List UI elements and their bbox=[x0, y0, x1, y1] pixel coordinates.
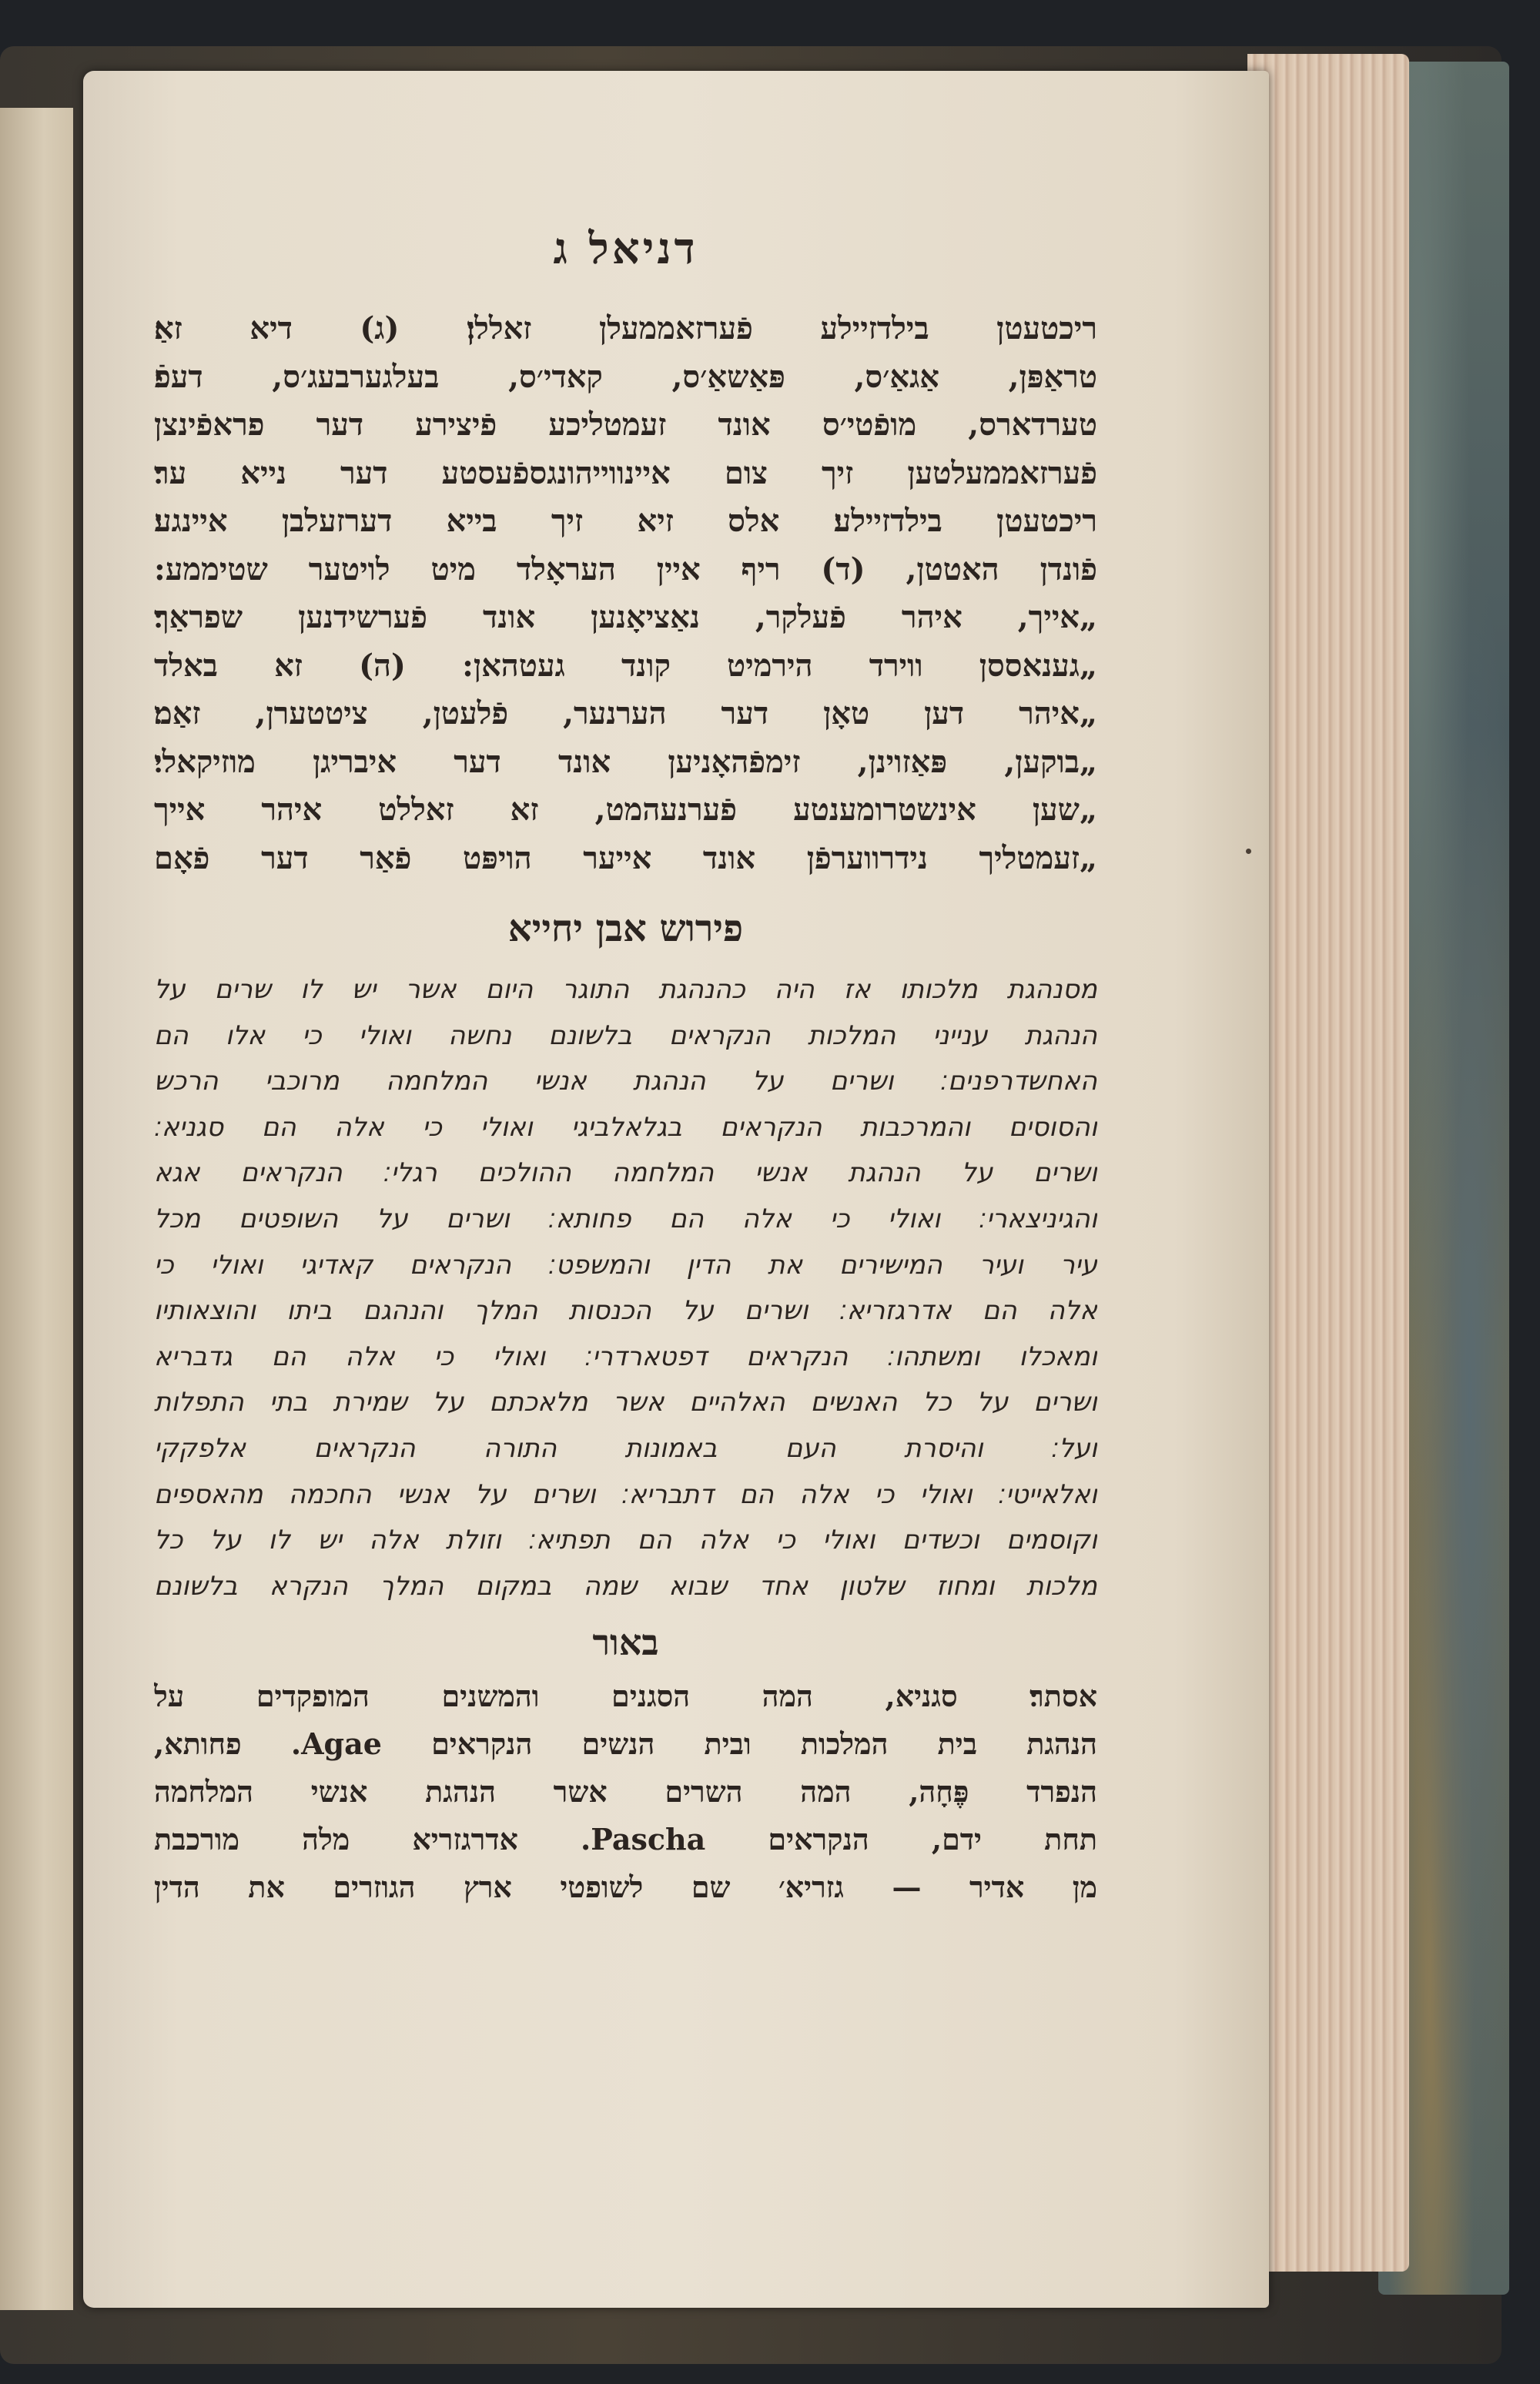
commentary-line: אלה הם אדרגזריא׃ ושרים על הכנסות המלך והנהגם ביתו והוצאותיו bbox=[154, 1295, 1097, 1327]
biur-line: מן אדיר — גזריא׳ שם לשופטי ארץ הגוזרים את הדין bbox=[154, 1870, 1097, 1905]
biur-line: הנפרד פֶּחָה, המה השרים אשר הנהגת אנשי המלחמה bbox=[154, 1774, 1097, 1810]
commentary-line: עיר ועיר המישירים את הדין והמשפט׃ הנקראים קאדיגי ואולי כי bbox=[154, 1249, 1097, 1281]
yiddish-line: פֿונדן האטטן, (ד) ריף איין העראָלד מיט לויטער שטיממע: bbox=[154, 551, 1097, 588]
yiddish-line: „גענאססן ווירד הירמיט קונד געטהאן: (ה) זא באלד bbox=[154, 647, 1097, 684]
yiddish-line: „שען אינשטרומענטע פֿערנעהמט, זא זאללט איהר אייך bbox=[154, 792, 1097, 828]
commentary-line: מסנהגת מלכותו אז היה כהנהגת התוגר היום אשר יש לו שרים על bbox=[154, 974, 1097, 1005]
commentary-line: והסוסים והמרכבות הנקראים בגלאלביגי ואולי כי אלה הם סגניא׃ bbox=[154, 1111, 1097, 1143]
commentary-line: וקוסמים וכשדים ואולי כי אלה הם תפתיא׃ וזולת אלה יש לו על כל bbox=[154, 1525, 1097, 1556]
yiddish-line: טערדארס, מופֿטי׳ס אונד זעמטליכע פֿיצירע דער פראפֿינצן bbox=[154, 407, 1097, 443]
yiddish-line: „זעמטליך נידרווערפֿן אונד אייער הויפּט פֿאַר דער פֿאָם bbox=[154, 839, 1097, 876]
biur-line: תחת ידם, הנקראים Pascha. אדרגזריא מלה מורכבת bbox=[154, 1822, 1097, 1857]
biur-title: באור bbox=[592, 1622, 659, 1664]
page-content bbox=[154, 223, 1097, 1911]
yiddish-line: „בוקען, פּאַזוינן, זימפֿהאָניען אונד דער איבריגן מוזיקאלי׃ bbox=[154, 743, 1097, 780]
commentary-line: ומאכלו ומשתהו׃ הנקראים דפטארדרי׃ ואולי כי אלה הם גדבריא bbox=[154, 1341, 1097, 1372]
yiddish-translation-block bbox=[154, 305, 1097, 882]
commentary-line: ושרים על כל האנשים האלהיים אשר מלאכתם על שמירת בתי התפלות bbox=[154, 1387, 1097, 1418]
page-header: דניאל ג bbox=[553, 223, 698, 274]
commentary-line: ועל׃ והיסרת העם באמונות התורה הנקראים אלפקקי bbox=[154, 1432, 1097, 1464]
yiddish-line: ריכטעטן בילדזיילע׃ אלס זיא זיך בייא דערזעלבן איינגע׃ bbox=[154, 503, 1097, 539]
page-edges bbox=[1247, 54, 1409, 2272]
commentary-line: ושרים על הנהגת אנשי המלחמה ההולכים רגלי׃ הנקראים אגא bbox=[154, 1157, 1097, 1189]
commentary-line: הנהגת ענייני המלכות הנקראים בלשונם נחשה ואולי כי אלו הם bbox=[154, 1020, 1097, 1051]
yiddish-line: „אייך, איהר פֿעלקר, נאַציאָנען אונד פֿערשידנען שפראַך׃ bbox=[154, 599, 1097, 635]
commentary-line: מלכות ומחוז שלטון אחד שבוא שמה במקום המלך הנקרא בלשונם bbox=[154, 1570, 1097, 1602]
biur-line: אסתר׃ סגניא, המה הסגנים והמשנים המופקדים על bbox=[154, 1679, 1097, 1714]
biur-block bbox=[154, 1672, 1097, 1911]
yiddish-line: פֿערזאממעלטען זיך צום איינווייהונגספֿעסטע דער נייא ער׃ bbox=[154, 454, 1097, 491]
commentary-block bbox=[154, 967, 1097, 1609]
left-page-edge bbox=[0, 108, 73, 2310]
commentary-line: ואלאייטי׃ ואולי כי אלה הם דתבריא׃ ושרים על אנשי החכמה מהאספים bbox=[154, 1478, 1097, 1510]
biur-line: הנהגת בית המלכות ובית הנשים הנקראים Agae. פחותא, bbox=[154, 1726, 1097, 1762]
commentary-line: והגיניצארי׃ ואולי כי אלה הם פחותא׃ ושרים על השופטים מכל bbox=[154, 1203, 1097, 1234]
commentary-line: האחשדרפנים׃ ושרים על הנהגת אנשי המלחמה מרוכבי הרכש bbox=[154, 1066, 1097, 1097]
yiddish-line: טראַפּן, אַגאַ׳ס, פּאַשאַ׳ס, קאדי׳ס, בעלגערבעג׳ס, דעפֿ׃ bbox=[154, 358, 1097, 395]
yiddish-line: ריכטעטן בילדזיילע פֿערזאממעלן זאללן׃ (ג) דיא זאַ׃ bbox=[154, 310, 1097, 347]
yiddish-line: „איהר דען טאָן דער הערנער, פֿלעטן, ציטטערן, זאַמ׃ bbox=[154, 695, 1097, 732]
commentary-title: פירוש אבן יחייא bbox=[507, 907, 744, 950]
ink-dot bbox=[1246, 849, 1251, 854]
